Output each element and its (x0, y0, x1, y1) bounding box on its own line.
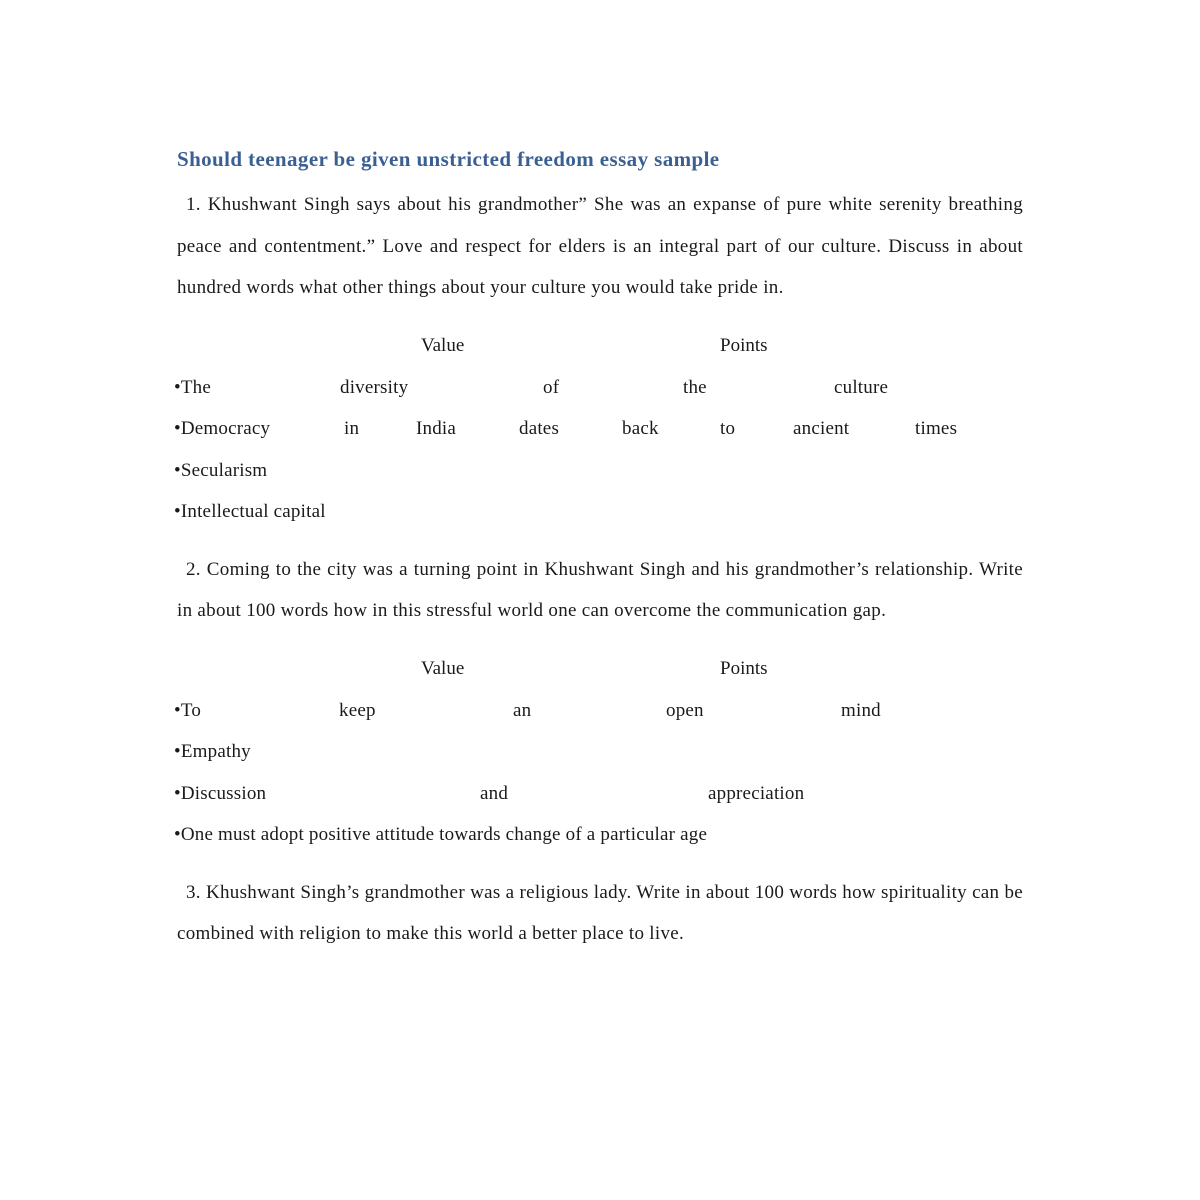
bullet-text: •One must adopt positive attitude towards change of a particular age (174, 824, 708, 845)
bullet-word: appreciation (708, 782, 805, 804)
question-1 (177, 184, 1023, 309)
bullet-item (174, 408, 1023, 450)
bullet-word: •Democracy (174, 418, 271, 439)
question-2-text: Coming to the city was a turning point in Khushwant Singh and his grandmother’s relationship. Write in about 100 words how in this stressful world one can overcome the communication gap. (177, 558, 1023, 621)
bullet-word: India (416, 418, 457, 439)
bullet-word: culture (834, 376, 889, 398)
question-2-number: 2. (186, 558, 201, 580)
bullet-word: to (720, 418, 736, 439)
bullet-item (174, 450, 1023, 492)
points-heading: Points (720, 657, 768, 679)
question-3-text: Khushwant Singh’s grandmother was a religious lady. Write in about 100 words how spirituality can be combined with religion to make this world a better place to live. (177, 881, 1023, 944)
bullet-word: diversity (340, 376, 409, 398)
value-heading: Value (421, 334, 465, 356)
value-heading: Value (421, 657, 465, 679)
value-points-header-2 (177, 648, 1023, 690)
bullet-item (174, 814, 1023, 856)
bullet-word: ancient (793, 418, 850, 439)
bullet-item (174, 491, 1023, 533)
bullet-word: an (513, 699, 532, 721)
bullet-text: •Secularism (174, 459, 268, 481)
bullet-word: of (543, 376, 560, 398)
bullet-item (174, 731, 1023, 773)
points-heading: Points (720, 334, 768, 356)
value-points-header-1 (177, 325, 1023, 367)
bullet-word: times (915, 418, 958, 439)
bullet-item (174, 773, 1023, 815)
bullet-word: keep (339, 699, 376, 721)
question-3-number: 3. (186, 881, 201, 903)
question-1-text: Khushwant Singh says about his grandmother” She was an expanse of pure white serenity breathing peace and contentment.” Love and respect for elders is an integral part of our culture. Discuss in about hundred words what other things about your culture you would take pride in. (177, 194, 1023, 298)
document-page (174, 140, 1023, 955)
bullet-word: open (666, 699, 704, 721)
question-3 (177, 872, 1023, 955)
bullet-word: the (683, 376, 707, 398)
bullet-word: •Discussion (174, 782, 267, 804)
bullet-word: •The (174, 376, 211, 398)
bullet-item (174, 690, 1023, 732)
bullet-word: back (622, 418, 659, 439)
bullet-word: dates (519, 418, 560, 439)
bullet-word: in (344, 418, 360, 439)
document-title: Should teenager be given unstricted freedom essay sample (177, 147, 720, 171)
question-1-number: 1. (186, 194, 201, 215)
bullet-word: mind (841, 699, 881, 721)
bullet-item (174, 367, 1023, 409)
bullet-text: •Intellectual capital (174, 501, 326, 522)
question-2 (177, 549, 1023, 632)
bullet-text: •Empathy (174, 741, 251, 762)
bullet-word: •To (174, 699, 202, 721)
bullet-word: and (480, 782, 509, 804)
